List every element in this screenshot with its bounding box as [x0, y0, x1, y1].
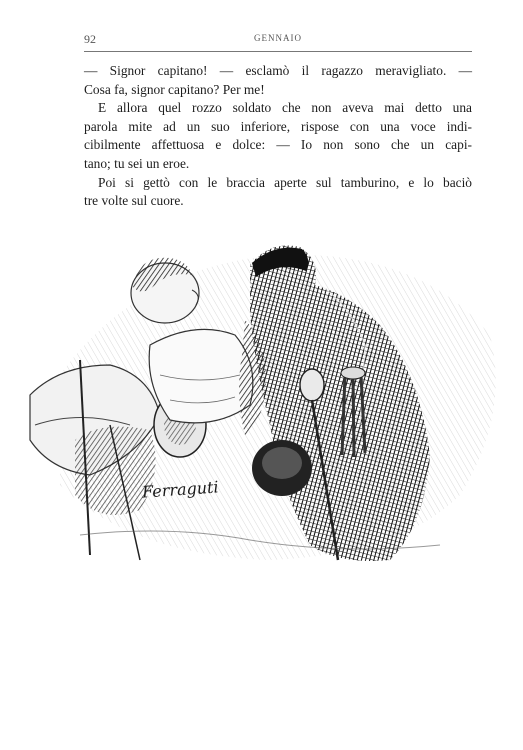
text-line: Cosa fa, signor capitano? Per me!: [84, 81, 265, 97]
running-title: GENNAIO: [254, 33, 302, 43]
text-line: E allora quel rozzo soldato che non aveva mai detto una: [98, 100, 472, 116]
text-line: parola mite ad un suo inferiore, rispose con una voce indi-: [84, 118, 472, 134]
text-line: — Signor capitano! — esclamò il ragazzo meravigliato. —: [84, 63, 472, 78]
engraving-illustration: [20, 225, 500, 570]
artist-signature: Ferraguti: [141, 477, 220, 502]
hat-crown-shading: [262, 447, 302, 479]
page-number: 92: [84, 32, 96, 46]
text-line: cibilmente affettuosa e dolce: — Io non sono che un capi-: [84, 137, 472, 153]
sword-hilt: [300, 369, 324, 401]
text-line: tre volte sul cuore.: [84, 193, 184, 209]
text-line: Poi si gettò con le braccia aperte sul tamburino, e lo baciò: [98, 174, 472, 190]
body-text: [84, 62, 472, 211]
header-rule: [84, 51, 472, 52]
text-line: tano; tu sei un eroe.: [84, 155, 190, 171]
running-head: [84, 32, 472, 48]
